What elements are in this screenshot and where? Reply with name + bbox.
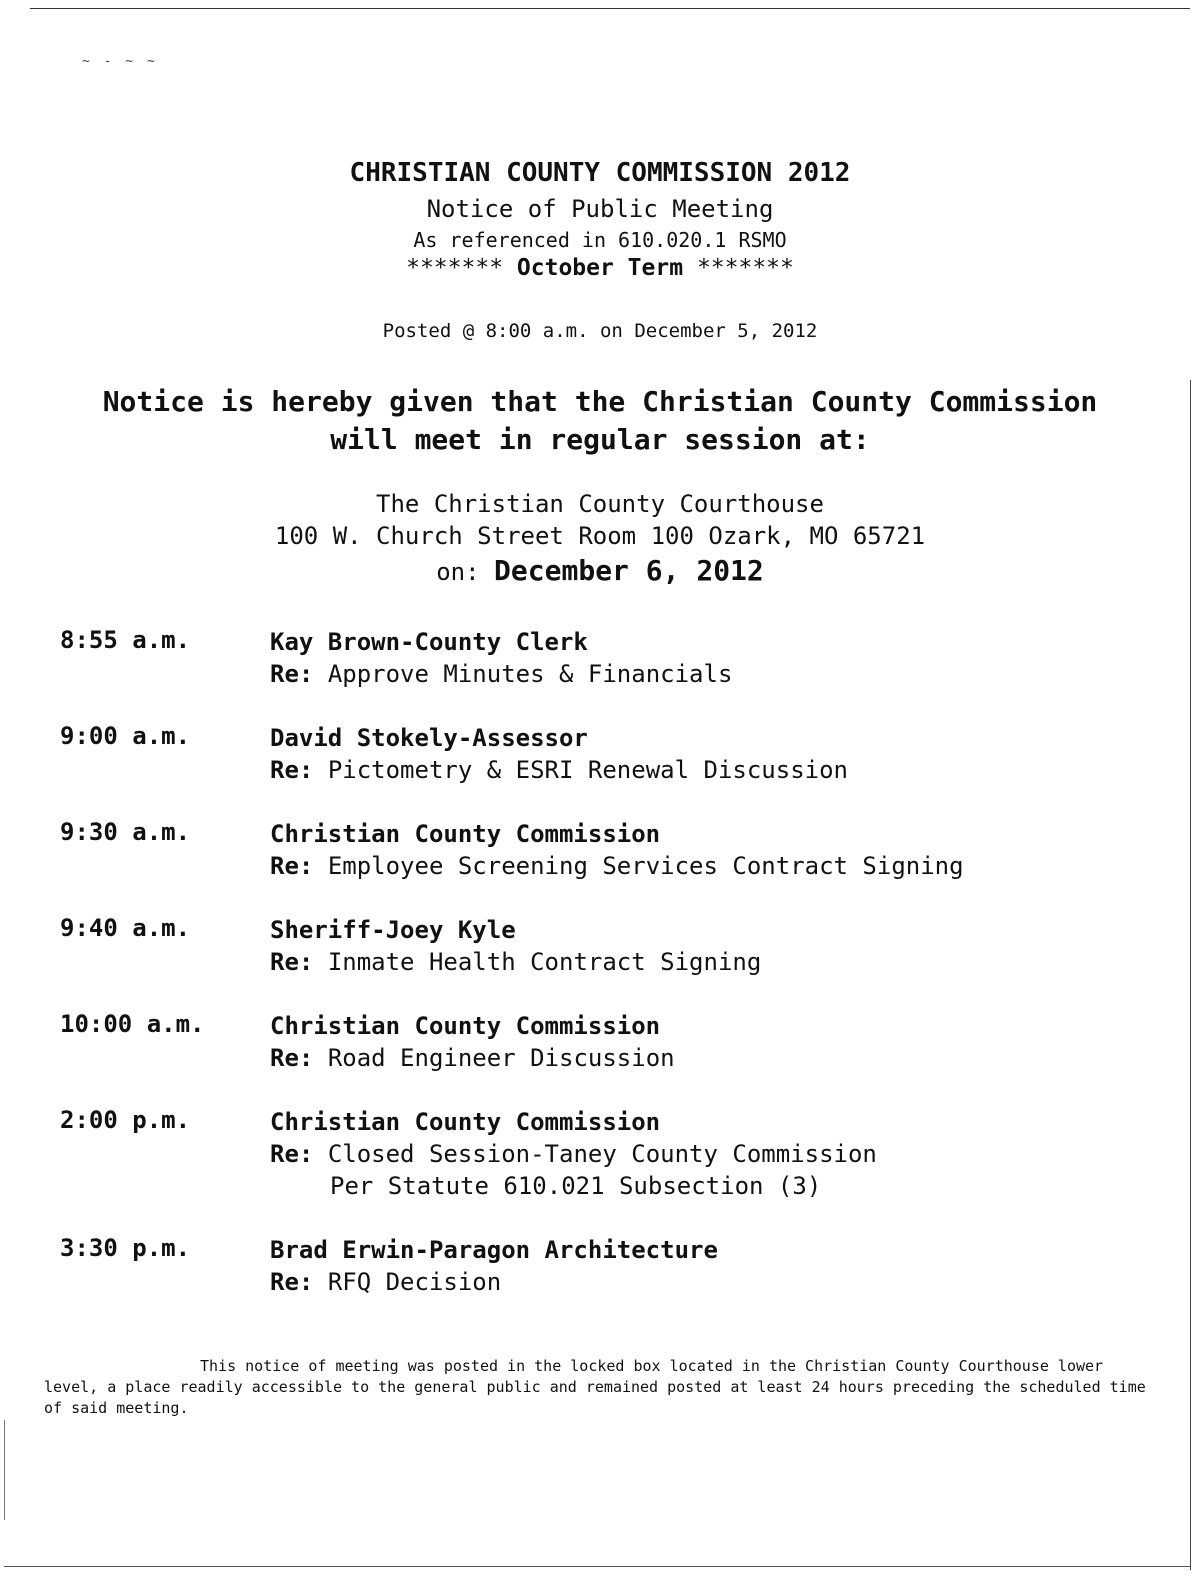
document-subtitle: Notice of Public Meeting bbox=[426, 195, 774, 223]
agenda-presenter: Christian County Commission bbox=[270, 1012, 661, 1040]
meeting-date: December 6, 2012 bbox=[494, 554, 764, 587]
agenda-topic-text: Closed Session-Taney County Commission bbox=[327, 1140, 877, 1168]
scan-border-left bbox=[4, 1420, 5, 1520]
agenda-topic bbox=[270, 850, 1180, 882]
agenda-presenter: Sheriff-Joey Kyle bbox=[270, 916, 516, 944]
agenda-topic-text: RFQ Decision bbox=[327, 1268, 502, 1296]
scan-border-top bbox=[30, 8, 1190, 9]
notice-line-1: Notice is hereby given that the Christian County Commission bbox=[102, 385, 1098, 418]
agenda-time: 9:30 a.m. bbox=[60, 818, 191, 846]
agenda-time: 2:00 p.m. bbox=[60, 1106, 191, 1134]
re-label: Re: bbox=[270, 1044, 314, 1072]
scan-smudge: ~ - ~ ~ bbox=[82, 54, 158, 69]
agenda-topic bbox=[270, 1266, 1180, 1298]
agenda-item bbox=[60, 1010, 1180, 1074]
notice-statement bbox=[0, 383, 1200, 459]
agenda-time: 9:00 a.m. bbox=[60, 722, 191, 750]
re-label: Re: bbox=[270, 756, 314, 784]
agenda-item bbox=[60, 626, 1180, 690]
agenda-topic-text: Approve Minutes & Financials bbox=[327, 660, 733, 688]
agenda-item bbox=[60, 1234, 1180, 1298]
re-label: Re: bbox=[270, 1140, 314, 1168]
scan-border-bottom bbox=[4, 1566, 1190, 1567]
document-title: CHRISTIAN COUNTY COMMISSION 2012 bbox=[349, 158, 851, 188]
agenda-time: 10:00 a.m. bbox=[60, 1010, 205, 1038]
agenda-presenter: Christian County Commission bbox=[270, 1108, 661, 1136]
term-line bbox=[0, 255, 1200, 281]
re-label: Re: bbox=[270, 852, 314, 880]
location-building: The Christian County Courthouse bbox=[376, 490, 824, 518]
re-label: Re: bbox=[270, 948, 314, 976]
agenda-presenter: Kay Brown-County Clerk bbox=[270, 628, 588, 656]
agenda-item bbox=[60, 722, 1180, 786]
term-stars-right: ******* bbox=[696, 255, 794, 281]
agenda-item bbox=[60, 818, 1180, 882]
posted-line: Posted @ 8:00 a.m. on December 5, 2012 bbox=[382, 320, 818, 342]
notice-line-2: will meet in regular session at: bbox=[330, 423, 870, 456]
agenda-topic-text: Pictometry & ESRI Renewal Discussion bbox=[327, 756, 848, 784]
re-label: Re: bbox=[270, 1268, 314, 1296]
agenda-topic bbox=[270, 1042, 1180, 1074]
term-name: October Term bbox=[516, 255, 684, 281]
on-label: on: bbox=[436, 558, 480, 586]
location-address: 100 W. Church Street Room 100 Ozark, MO 65721 bbox=[274, 522, 926, 550]
agenda-topic bbox=[270, 946, 1180, 978]
posting-footnote bbox=[44, 1356, 1154, 1419]
re-label: Re: bbox=[270, 660, 314, 688]
meeting-date-line bbox=[0, 554, 1200, 587]
agenda-time: 9:40 a.m. bbox=[60, 914, 191, 942]
agenda-presenter: David Stokely-Assessor bbox=[270, 724, 588, 752]
agenda-topic bbox=[270, 658, 1180, 690]
agenda-topic-text: Inmate Health Contract Signing bbox=[327, 948, 762, 976]
agenda-time: 8:55 a.m. bbox=[60, 626, 191, 654]
agenda-list bbox=[60, 626, 1180, 1330]
agenda-time: 3:30 p.m. bbox=[60, 1234, 191, 1262]
agenda-item bbox=[60, 914, 1180, 978]
posting-footnote-text: This notice of meeting was posted in the locked box located in the Christian County Courthouse lower level, a place readily accessible to the general public and remained posted at least 24 hours preceding the scheduled time of said meeting. bbox=[44, 1357, 1146, 1417]
agenda-topic-text: Employee Screening Services Contract Signing bbox=[327, 852, 964, 880]
agenda-topic bbox=[270, 754, 1180, 786]
statute-reference: As referenced in 610.020.1 RSMO bbox=[413, 228, 787, 252]
agenda-item bbox=[60, 1106, 1180, 1202]
agenda-topic-text: Road Engineer Discussion bbox=[327, 1044, 675, 1072]
agenda-presenter: Christian County Commission bbox=[270, 820, 661, 848]
agenda-topic bbox=[270, 1138, 1180, 1170]
term-stars-left: ******* bbox=[406, 255, 504, 281]
agenda-topic-continuation: Per Statute 610.021 Subsection (3) bbox=[330, 1172, 822, 1200]
agenda-presenter: Brad Erwin-Paragon Architecture bbox=[270, 1236, 718, 1264]
